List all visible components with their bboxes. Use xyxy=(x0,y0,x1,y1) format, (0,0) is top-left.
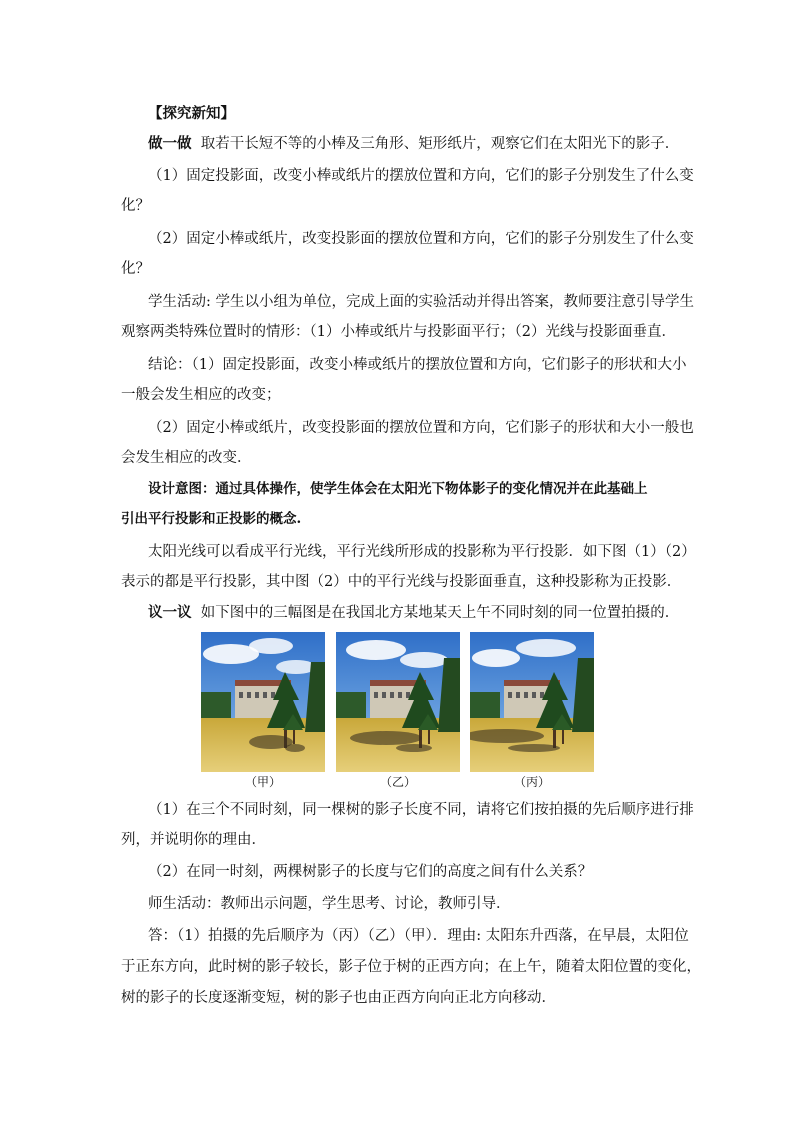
answer-line1: 答：（1）拍摄的先后顺序为（丙）（乙）（甲）．理由: 太阳东升西落，在早晨，太阳位 xyxy=(148,928,689,944)
q2-line2: 化？ xyxy=(121,261,150,277)
parallel-line1: 太阳光线可以看成平行光线，平行光线所形成的投影称为平行投影．如下图（1）（2） xyxy=(148,544,696,560)
section-title: 【探究新知】 xyxy=(148,105,235,122)
answer-line2: 于正东方向，此时树的影子较长，影子位于树的正西方向；在上午，随着太阳位置的变化， xyxy=(121,959,701,975)
dq2-line1: （2）在同一时刻，两棵树影子的长度与它们的高度之间有什么关系？ xyxy=(148,864,593,880)
photo-caption-yi: （乙） xyxy=(379,775,416,789)
q1-line1: （1）固定投影面，改变小棒或纸片的摆放位置和方向，它们的影子分别发生了什么变 xyxy=(148,168,694,184)
conclusion-line2: 一般会发生相应的改变； xyxy=(121,387,281,403)
teacher-student-activity: 师生活动：教师出示问题，学生思考、讨论，教师引导． xyxy=(148,896,511,912)
q2-line1: （2）固定小棒或纸片，改变投影面的摆放位置和方向，它们的影子分别发生了什么变 xyxy=(148,231,694,247)
dq1-line2: 列，并说明你的理由． xyxy=(121,832,266,848)
photo-jia xyxy=(201,632,325,772)
conclusion-line1: 结论：（1）固定投影面，改变小棒或纸片的摆放位置和方向，它们影子的形状和大小 xyxy=(148,357,687,373)
photo-bing xyxy=(470,632,594,772)
q1-line2: 化？ xyxy=(121,198,150,214)
discuss-paragraph xyxy=(148,603,794,623)
dq1-line1: （1）在三个不同时刻，同一棵树的影子长度不同，请将它们按拍摄的先后顺序进行排 xyxy=(148,802,694,818)
activity-line2: 观察两类特殊位置时的情形：（1）小棒或纸片与投影面平行；（2）光线与投影面垂直． xyxy=(121,324,676,340)
answer-line3: 树的影子的长度逐渐变短，树的影子也由正西方向向正北方向移动． xyxy=(121,990,556,1006)
photo-caption-bing: （丙） xyxy=(513,775,550,789)
discuss-text: 如下图中的三幅图是在我国北方某地某天上午不同时刻的同一位置拍摄的． xyxy=(200,605,680,621)
conclusion2-line2: 会发生相应的改变． xyxy=(121,450,252,466)
do-it-paragraph xyxy=(148,134,794,154)
do-it-text: 取若干长短不等的小棒及三角形、矩形纸片，观察它们在太阳光下的影子． xyxy=(200,136,680,152)
conclusion2-line1: （2）固定小棒或纸片，改变投影面的摆放位置和方向，它们影子的形状和大小一般也 xyxy=(148,420,694,436)
activity-line1: 学生活动: 学生以小组为单位，完成上面的实验活动并得出答案，教师要注意引导学生 xyxy=(148,294,694,310)
photo-yi xyxy=(336,632,460,772)
discuss-label: 议一议 xyxy=(148,604,192,621)
design-line2: 引出平行投影和正投影的概念. xyxy=(121,511,302,527)
parallel-line2: 表示的都是平行投影，其中图（2）中的平行光线与投影面垂直，这种投影称为正投影． xyxy=(121,574,682,590)
do-it-label: 做一做 xyxy=(148,135,192,152)
design-line1: 设计意图：通过具体操作，使学生体会在太阳光下物体影子的变化情况并在此基础上 xyxy=(148,481,648,497)
photo-caption-jia: （甲） xyxy=(244,775,281,789)
